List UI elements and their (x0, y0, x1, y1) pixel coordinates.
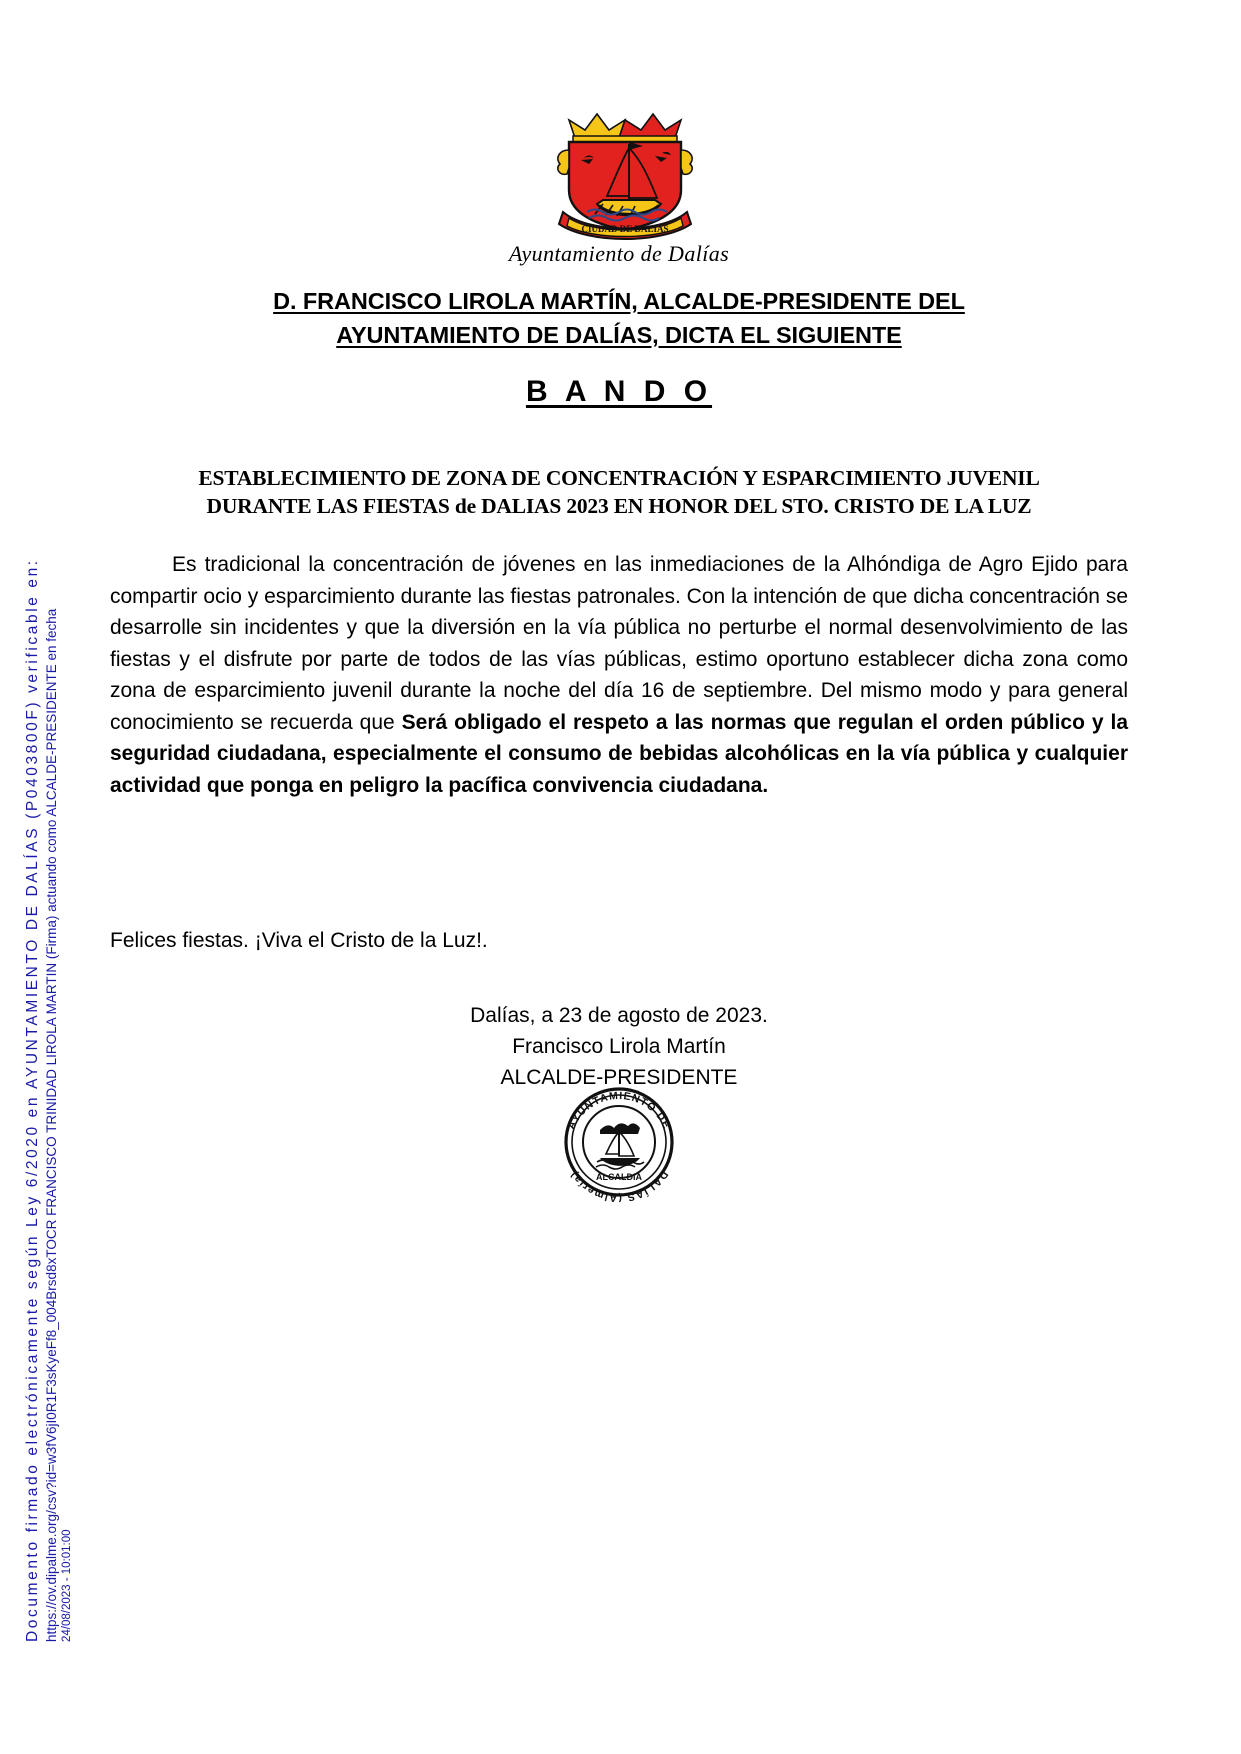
watermark-line-signature-law: Documento firmado electrónicamente según Ley 6/2020 en AYUNTAMIENTO DE DALÍAS (P0403800F) verificable en: (24, 558, 41, 1642)
coat-of-arms-block (110, 108, 1128, 267)
body-normal-text: Es tradicional la concentración de jóvenes en las inmediaciones de la Alhóndiga de Agro Ejido para compartir ocio y esparcimiento durante las fiestas patronales. Con la intención de que dicha concentración se desarrolle sin incidentes y que la diversión en la vía pública no perturbe el normal desenvolvimiento de las fiestas y el disfrute por parte de todos de las vías públicas, estimo oportuno establecer dicha zona como zona de esparcimiento juvenil durante la noche del día 16 de septiembre. Del mismo modo y para general conocimiento se recuerda que (110, 553, 1128, 734)
page-title (150, 284, 1088, 352)
crest-banner-text: CIUDAD DE DALIAS (581, 224, 669, 234)
seal-inner-text: ALCALDIA (596, 1172, 642, 1182)
closing-line: Felices fiestas. ¡Viva el Cristo de la Luz!. (110, 929, 488, 952)
body-bold-text: Será obligado el respeto a las normas que regulan el orden público y la seguridad ciudadana, especialmente el consumo de bebidas alcohólicas en la vía pública y cualquier actividad que ponga en peligro la pacífica convivencia ciudadana. (110, 710, 1129, 797)
bando-title (110, 375, 1128, 409)
watermark-line-verification-url: https://ov.dipalme.org/csv?id=w3fV6jI0R1F3sKyeFf8_004Brsd8xTOCR FRANCISCO TRINIDAD LIROLA MARTIN (Firma) actuando como ALCALDE-PRESIDENTE en fecha (44, 608, 59, 1642)
coat-of-arms-icon (529, 108, 709, 240)
electronic-signature-watermark (0, 0, 76, 1754)
bando-title-text: B A N D O (525, 375, 713, 408)
seal-outer-text: AYUNTAMIENTO DE (565, 1089, 673, 1132)
document-subtitle (110, 464, 1128, 520)
signature-name: Francisco Lirola Martín (512, 1035, 726, 1058)
signature-title: ALCALDE-PRESIDENTE (500, 1066, 738, 1089)
watermark-line-timestamp: 24/08/2023 - 10:01:00 (61, 1529, 73, 1642)
document-content (110, 0, 1128, 1754)
official-seal-block (110, 1078, 1128, 1207)
page-title-line-2: AYUNTAMIENTO DE DALÍAS, DICTA EL SIGUIENTE (336, 322, 902, 348)
signature-place-date: Dalías, a 23 de agosto de 2023. (470, 1004, 768, 1027)
body-paragraph (110, 549, 1128, 801)
page-title-line-1: D. FRANCISCO LIROLA MARTÍN, ALCALDE-PRESIDENTE DEL (273, 288, 965, 314)
subtitle-line-2: DURANTE LAS FIESTAS de DALIAS 2023 EN HONOR DEL STO. CRISTO DE LA LUZ (206, 494, 1032, 518)
seal-outer-text-2: DALÍAS (Almería) (567, 1168, 671, 1202)
official-stamp-icon (550, 1078, 688, 1202)
crest-caption: Ayuntamiento de Dalías (508, 241, 730, 266)
watermark-rotated-block (1, 112, 75, 1642)
subtitle-line-1: ESTABLECIMIENTO DE ZONA DE CONCENTRACIÓN Y ESPARCIMIENTO JUVENIL (198, 466, 1040, 490)
